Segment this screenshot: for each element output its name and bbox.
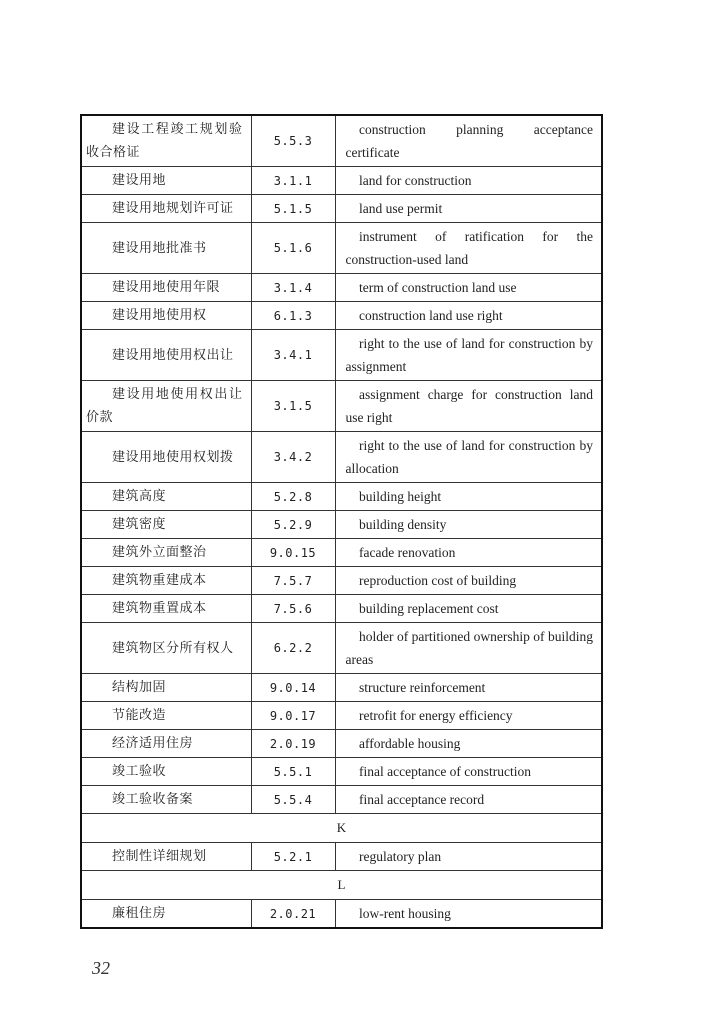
clause-number: 5.2.9 [251,511,335,539]
english-term: term of construction land use [335,274,602,302]
table-row [81,539,602,567]
clause-number: 5.5.4 [251,786,335,814]
letter-section-row [81,814,602,843]
table-row [81,758,602,786]
chinese-term: 建筑外立面整治 [81,539,251,567]
english-term: construction planning acceptance certificate [335,115,602,167]
table-row [81,674,602,702]
table-row [81,274,602,302]
chinese-term: 节能改造 [81,702,251,730]
clause-number: 7.5.6 [251,595,335,623]
chinese-term: 建设用地使用年限 [81,274,251,302]
table-row [81,900,602,929]
table-row [81,381,602,432]
clause-number: 5.1.6 [251,223,335,274]
clause-number: 9.0.17 [251,702,335,730]
chinese-term: 建设用地规划许可证 [81,195,251,223]
english-term: land for construction [335,167,602,195]
clause-number: 6.2.2 [251,623,335,674]
clause-number: 2.0.19 [251,730,335,758]
clause-number: 3.4.2 [251,432,335,483]
table-row [81,786,602,814]
english-term: final acceptance record [335,786,602,814]
chinese-term: 建设用地批准书 [81,223,251,274]
english-term: building replacement cost [335,595,602,623]
clause-number: 5.5.3 [251,115,335,167]
clause-number: 3.1.5 [251,381,335,432]
table-row [81,595,602,623]
clause-number: 7.5.7 [251,567,335,595]
english-term: reproduction cost of building [335,567,602,595]
english-term: structure reinforcement [335,674,602,702]
glossary-table [80,114,603,929]
chinese-term: 建筑物区分所有权人 [81,623,251,674]
table-row [81,843,602,871]
chinese-term: 建筑物重置成本 [81,595,251,623]
english-term: holder of partitioned ownership of building areas [335,623,602,674]
table-row [81,730,602,758]
clause-number: 3.4.1 [251,330,335,381]
clause-number: 9.0.14 [251,674,335,702]
chinese-term: 竣工验收 [81,758,251,786]
english-term: instrument of ratification for the construction-used land [335,223,602,274]
english-term: retrofit for energy efficiency [335,702,602,730]
clause-number: 5.2.1 [251,843,335,871]
table-row [81,302,602,330]
english-term: right to the use of land for construction by assignment [335,330,602,381]
table-row [81,702,602,730]
clause-number: 6.1.3 [251,302,335,330]
table-row [81,195,602,223]
english-term: building height [335,483,602,511]
chinese-term: 建筑高度 [81,483,251,511]
english-term: facade renovation [335,539,602,567]
clause-number: 5.5.1 [251,758,335,786]
chinese-term: 廉租住房 [81,900,251,929]
table-row [81,432,602,483]
chinese-term: 经济适用住房 [81,730,251,758]
table-row [81,483,602,511]
english-term: building density [335,511,602,539]
chinese-term: 建设用地使用权划拨 [81,432,251,483]
table-row [81,167,602,195]
table-row [81,511,602,539]
clause-number: 3.1.1 [251,167,335,195]
english-term: final acceptance of construction [335,758,602,786]
chinese-term: 建设用地使用权出让价款 [81,381,251,432]
clause-number: 5.2.8 [251,483,335,511]
chinese-term: 结构加固 [81,674,251,702]
letter-section-row [81,871,602,900]
english-term: assignment charge for construction land use right [335,381,602,432]
chinese-term: 竣工验收备案 [81,786,251,814]
english-term: land use permit [335,195,602,223]
chinese-term: 建设用地使用权出让 [81,330,251,381]
clause-number: 9.0.15 [251,539,335,567]
table-row [81,223,602,274]
clause-number: 3.1.4 [251,274,335,302]
clause-number: 2.0.21 [251,900,335,929]
table-row [81,115,602,167]
chinese-term: 建设用地使用权 [81,302,251,330]
page-number: 32 [92,958,110,978]
clause-number: 5.1.5 [251,195,335,223]
english-term: affordable housing [335,730,602,758]
section-letter: L [81,871,602,900]
table-row [81,623,602,674]
chinese-term: 建设工程竣工规划验收合格证 [81,115,251,167]
english-term: right to the use of land for construction by allocation [335,432,602,483]
chinese-term: 建筑物重建成本 [81,567,251,595]
section-letter: K [81,814,602,843]
english-term: regulatory plan [335,843,602,871]
table-row [81,567,602,595]
chinese-term: 控制性详细规划 [81,843,251,871]
glossary-body [81,115,602,928]
chinese-term: 建设用地 [81,167,251,195]
english-term: low-rent housing [335,900,602,929]
table-row [81,330,602,381]
english-term: construction land use right [335,302,602,330]
chinese-term: 建筑密度 [81,511,251,539]
